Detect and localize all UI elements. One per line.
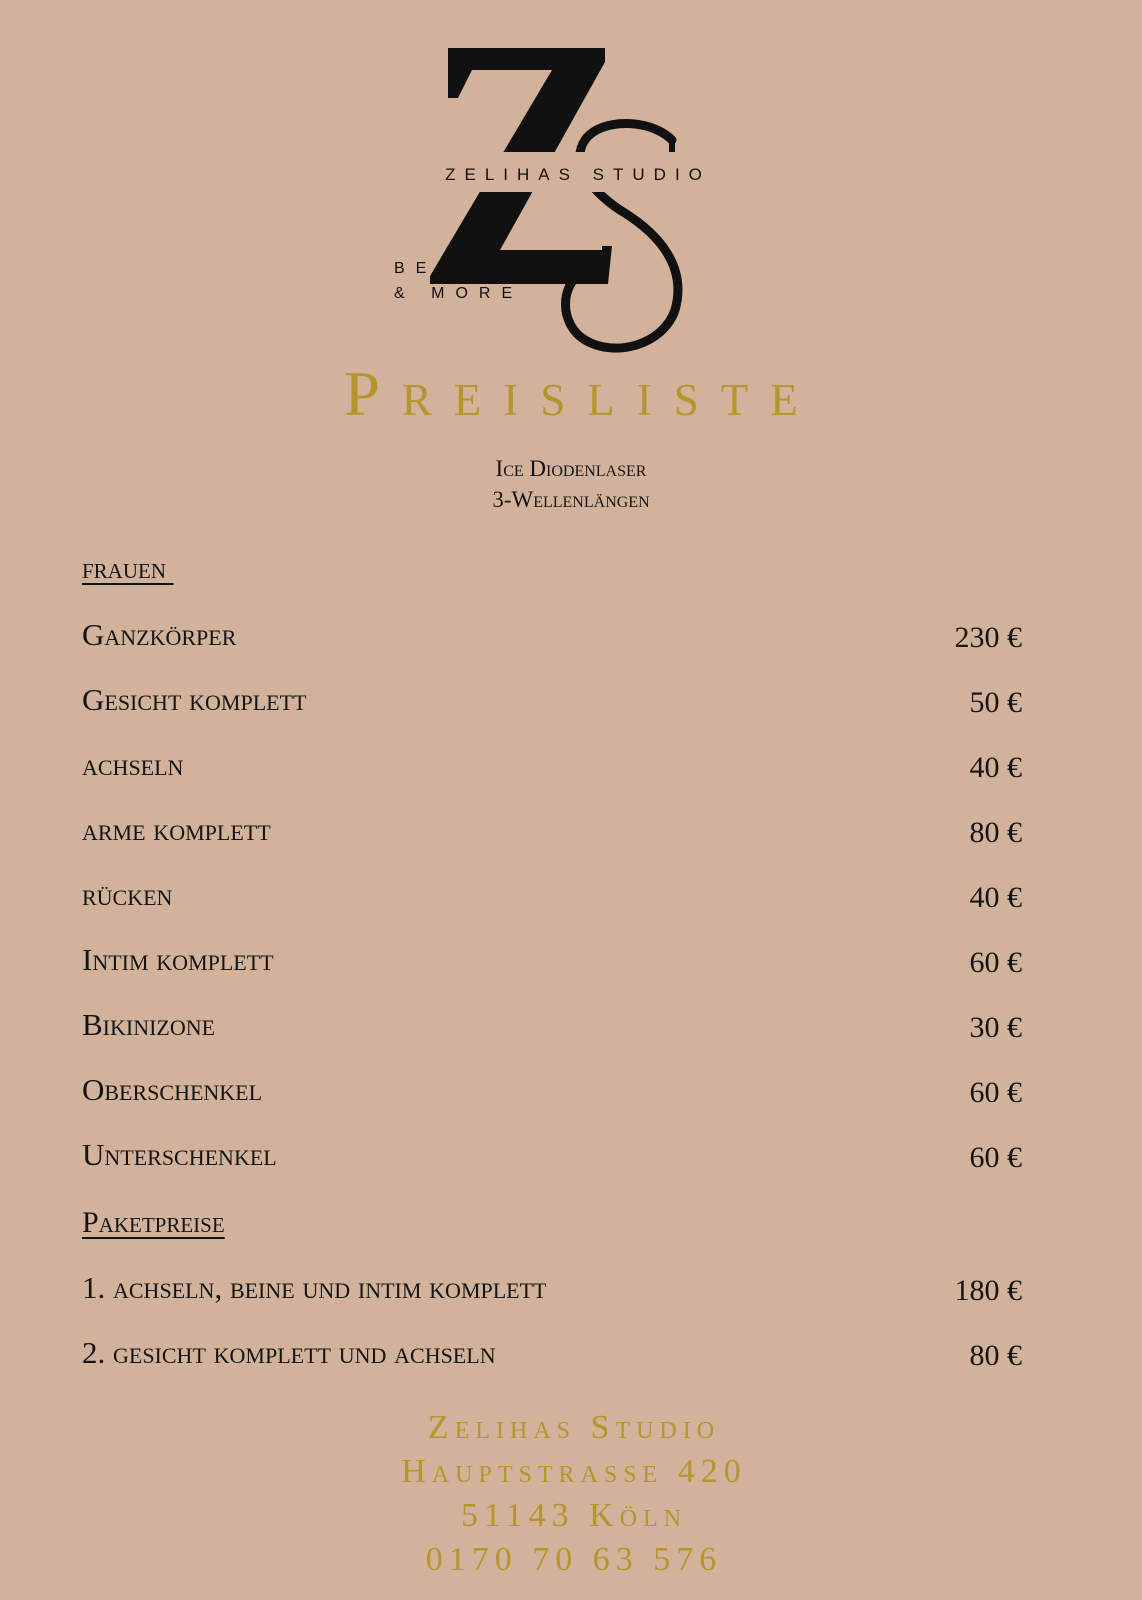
logo-tagline-1: BEAUTY [394, 260, 525, 277]
section-heading-frauen: frauen [82, 552, 174, 585]
price-item-label: achseln [82, 747, 184, 782]
price-item-value: 230 € [954, 621, 1022, 654]
section-heading-paketpreise: Paketpreise [82, 1206, 225, 1239]
price-item-value: 40 € [969, 881, 1022, 914]
footer-contact [0, 1406, 1142, 1582]
price-item-value: 30 € [969, 1011, 1022, 1044]
subtitle-line-2: 3-Wellenlängen [492, 487, 650, 512]
price-item-value: 80 € [969, 816, 1022, 849]
price-row [82, 1270, 1022, 1310]
logo-tagline-2: & MORE [394, 285, 524, 302]
footer-city: 51143 Köln [460, 1497, 688, 1534]
package-item-label: 1. achseln, beine und intim komplett [82, 1270, 547, 1305]
price-item-label: rücken [82, 877, 173, 912]
footer-street: Hauptstrasse 420 [401, 1453, 747, 1490]
logo-brand-text: ZELIHAS STUDIO [445, 165, 711, 184]
price-item-value: 60 € [969, 1076, 1022, 1109]
price-row [82, 682, 1022, 722]
price-item-label: arme komplett [82, 812, 271, 847]
price-row [82, 1137, 1022, 1177]
subtitle-line-1: Ice Diodenlaser [495, 456, 647, 481]
price-row [82, 1007, 1022, 1047]
price-item-label: Intim komplett [82, 942, 274, 977]
price-row [82, 942, 1022, 982]
footer-studio-name: Zelihas Studio [427, 1409, 721, 1446]
price-row [82, 617, 1022, 657]
price-item-label: Gesicht komplett [82, 682, 307, 717]
footer-phone: 0170 70 63 576 [425, 1541, 723, 1578]
package-item-value: 180 € [954, 1274, 1022, 1307]
price-item-label: Unterschenkel [82, 1137, 277, 1172]
price-row [82, 1072, 1022, 1112]
package-item-label: 2. gesicht komplett und achseln [82, 1335, 496, 1370]
subtitle [0, 453, 1142, 515]
price-item-value: 40 € [969, 751, 1022, 784]
price-row [82, 812, 1022, 852]
zelihas-studio-logo [380, 40, 780, 370]
package-item-value: 80 € [969, 1339, 1022, 1372]
price-item-label: Oberschenkel [82, 1072, 263, 1107]
price-item-value: 60 € [969, 946, 1022, 979]
price-item-label: Ganzkörper [82, 617, 237, 652]
page-title: Preisliste [344, 358, 820, 429]
price-row [82, 877, 1022, 917]
price-item-value: 50 € [969, 686, 1022, 719]
price-row [82, 747, 1022, 787]
price-item-value: 60 € [969, 1141, 1022, 1174]
price-row [82, 1335, 1022, 1375]
price-item-label: Bikinizone [82, 1007, 216, 1042]
